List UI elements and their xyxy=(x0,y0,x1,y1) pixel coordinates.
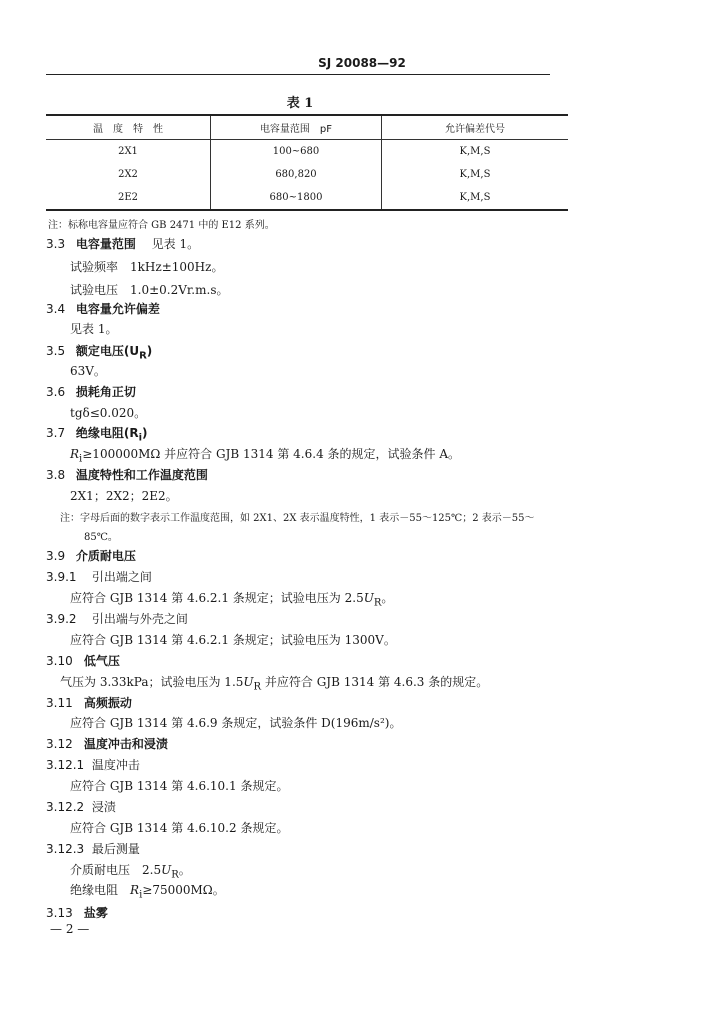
body-text: 应符合 GJB 1314 第 4.6.10.2 条规定。 xyxy=(70,821,289,835)
section-title: 电容量范围 xyxy=(75,237,136,251)
section-number: 3.12.3 xyxy=(46,842,85,856)
section-title: 电容量允许偏差 xyxy=(75,302,160,316)
section-3-3-heading xyxy=(46,235,199,252)
body-text: 绝缘电阻 $R_i\ge 75000M\Omega$。 xyxy=(70,883,225,901)
table-cell: 100~680 xyxy=(211,140,382,164)
header-rule xyxy=(46,74,550,75)
section-title: 低气压 xyxy=(83,654,120,668)
section-number: 3.8 xyxy=(46,468,66,482)
section-title: 额定电压$(U_R)$ xyxy=(75,344,153,362)
section-title: 盐雾 xyxy=(83,906,108,920)
section-number: 3.12.1 xyxy=(46,758,85,772)
section-number: 3.10 xyxy=(46,654,73,668)
section-3-12-1-heading xyxy=(46,756,140,773)
table-cell: 680,820 xyxy=(211,163,382,186)
body-text: 试验电压 1.0±0.2Vr.m.s。 xyxy=(70,283,229,297)
body-text: 应符合 GJB 1314 第 4.6.2.1 条规定；试验电压为 $2.5U_R$。 xyxy=(70,591,394,609)
column-header: 电容量范围 pF xyxy=(211,115,382,140)
section-title: 最后测量 xyxy=(91,842,140,856)
section-number: 3.11 xyxy=(46,696,73,710)
section-3-11-heading xyxy=(46,694,132,711)
table-cell: K,M,S xyxy=(382,140,569,164)
section-title: 温度冲击和浸渍 xyxy=(83,737,168,751)
table-cell: 680~1800 xyxy=(211,186,382,210)
table-cell: 2X2 xyxy=(118,169,138,180)
section-3-6-heading xyxy=(46,383,136,400)
section-number: 3.5 xyxy=(46,344,66,358)
body-text: 应符合 GJB 1314 第 4.6.9 条规定，试验条件 D(196m/s²)。 xyxy=(70,716,402,730)
section-number: 3.3 xyxy=(46,237,66,251)
section-title: 引出端与外壳之间 xyxy=(91,612,188,626)
column-header: 温 度 特 性 xyxy=(93,124,163,135)
body-text: 应符合 GJB 1314 第 4.6.2.1 条规定；试验电压为 1300V。 xyxy=(70,633,396,647)
section-note: 注：字母后面的数字表示工作温度范围，如 2X1、2X 表示温度特性，1 表示－55～125℃；2 表示－55～ xyxy=(60,513,535,524)
table-caption: 表 1 xyxy=(286,96,314,111)
section-title: 绝缘电阻$(R_i)$ xyxy=(75,426,148,444)
body-text: tgδ≤0.020。 xyxy=(70,406,147,420)
section-number: 3.13 xyxy=(46,906,73,920)
standard-code: SJ 20088—92 xyxy=(318,56,406,70)
body-text: 63V。 xyxy=(70,364,106,378)
section-number: 3.9 xyxy=(46,549,66,563)
table-cell: K,M,S xyxy=(382,186,569,210)
table-row xyxy=(46,186,568,210)
section-title: 温度冲击 xyxy=(91,758,140,772)
section-number: 3.12 xyxy=(46,737,73,751)
section-number: 3.7 xyxy=(46,426,66,440)
section-title: 温度特性和工作温度范围 xyxy=(75,468,208,482)
body-text: 试验频率 1kHz±100Hz。 xyxy=(70,260,224,274)
section-title: 损耗角正切 xyxy=(75,385,136,399)
section-number: 3.6 xyxy=(46,385,66,399)
section-ref: 见表 1。 xyxy=(151,237,200,251)
section-3-8-heading xyxy=(46,466,208,483)
section-3-7-heading xyxy=(46,424,147,443)
section-3-12-2-heading xyxy=(46,798,116,815)
table-cell: 2E2 xyxy=(117,192,139,203)
table-note: 注：标称电容量应符合 GB 2471 中的 E12 系列。 xyxy=(48,220,275,231)
section-title: 浸渍 xyxy=(91,800,116,814)
body-text: 2X1；2X2；2E2。 xyxy=(70,489,178,503)
section-number: 3.9.2 xyxy=(46,612,77,626)
section-3-4-heading xyxy=(46,300,160,317)
section-3-10-heading xyxy=(46,652,120,669)
body-text: 气压为 3.33kPa；试验电压为 $1.5U_R$ 并应符合 GJB 1314 第 4.6.3 条的规定。 xyxy=(60,675,489,693)
table-row xyxy=(46,140,568,164)
body-text: $R_i\ge 100000M\Omega$ 并应符合 GJB 1314 第 4.6.4 条的规定，试验条件 A。 xyxy=(70,447,461,465)
table-header-row xyxy=(46,115,568,140)
section-number: 3.9.1 xyxy=(46,570,77,584)
body-text: 介质耐电压 $2.5U_R$。 xyxy=(70,863,191,881)
section-3-12-heading xyxy=(46,735,168,752)
section-3-9-heading xyxy=(46,547,136,564)
body-text: 见表 1。 xyxy=(70,322,118,336)
section-3-9-2-heading xyxy=(46,610,188,627)
body-text: 应符合 GJB 1314 第 4.6.10.1 条规定。 xyxy=(70,779,289,793)
section-title: 介质耐电压 xyxy=(75,549,136,563)
section-number: 3.4 xyxy=(46,302,66,316)
table-cell: 2X1 xyxy=(118,146,138,157)
table-cell: K,M,S xyxy=(382,163,569,186)
column-header: 允许偏差代号 xyxy=(382,115,569,140)
section-3-9-1-heading xyxy=(46,568,152,585)
section-3-5-heading xyxy=(46,342,152,361)
section-title: 引出端之间 xyxy=(91,570,152,584)
page-number: — 2 — xyxy=(50,922,90,936)
section-3-12-3-heading xyxy=(46,840,140,857)
table-row xyxy=(46,163,568,186)
section-title: 高频振动 xyxy=(83,696,132,710)
spec-table xyxy=(46,114,568,211)
section-note: 85℃。 xyxy=(84,532,118,543)
section-number: 3.12.2 xyxy=(46,800,85,814)
section-3-13-heading xyxy=(46,904,108,921)
